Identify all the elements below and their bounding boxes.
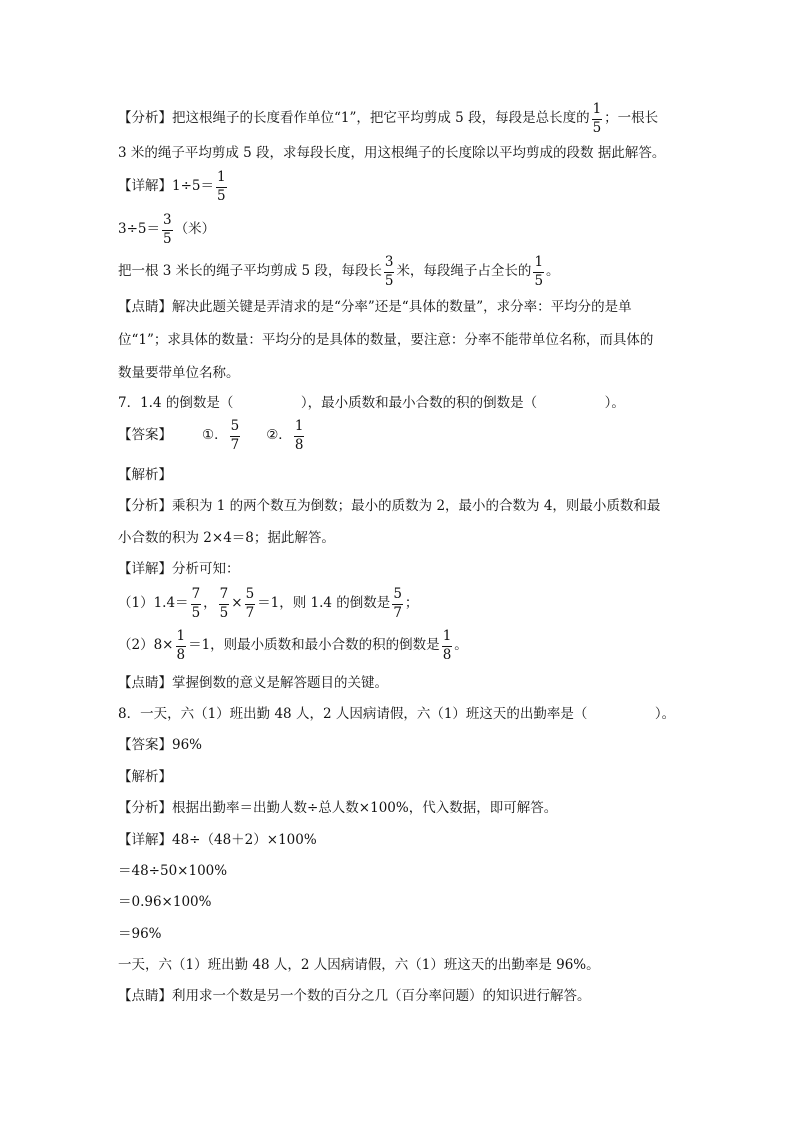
detail-8-step-3: ＝0.96×100% bbox=[118, 894, 212, 910]
question-8: 8．一天，六（1）班出勤 48 人，2 人因病请假，六（1）班这天的出勤率是（ ）。 bbox=[118, 706, 676, 722]
text: ； bbox=[404, 595, 419, 612]
detail-7-step-1 bbox=[118, 588, 688, 620]
text: ＝1，则 1.4 的倒数是 bbox=[257, 595, 391, 612]
denominator: 5 bbox=[217, 187, 226, 204]
text: ＝1，则最小质数和最小合数的积的倒数是 bbox=[188, 637, 440, 654]
numerator: 7 bbox=[191, 586, 201, 602]
fraction-1-8 bbox=[294, 420, 305, 452]
fraction-5-7 bbox=[392, 588, 403, 620]
denominator: 5 bbox=[384, 272, 394, 289]
explanation-label-8: 【解析】 bbox=[118, 769, 172, 785]
denominator: 5 bbox=[592, 119, 602, 136]
numerator: 5 bbox=[245, 586, 255, 602]
numerator: 3 bbox=[384, 254, 394, 270]
fraction-3-5 bbox=[162, 214, 173, 246]
numerator: 1 bbox=[442, 628, 452, 644]
fraction-1-5 bbox=[592, 103, 603, 135]
denominator: 5 bbox=[163, 230, 172, 247]
denominator: 8 bbox=[176, 646, 186, 663]
answer-mark-1: ①． bbox=[202, 427, 228, 444]
key-point-7: 【点睛】掌握倒数的意义是解答题目的关键。 bbox=[118, 675, 388, 691]
text: （1）1.4＝ bbox=[118, 595, 189, 612]
text: × bbox=[231, 595, 243, 612]
text: （2）8× bbox=[118, 637, 174, 654]
detail-line-1 bbox=[118, 171, 688, 203]
numerator: 1 bbox=[592, 101, 602, 117]
key-point-line-1: 【点睛】解决此题关键是弄清求的是“分率”还是“具体的数量”，求分率：平均分的是单 bbox=[118, 299, 632, 315]
answer-7 bbox=[118, 420, 688, 452]
analysis-7-line-2: 小合数的积为 2×4＝8；据此解答。 bbox=[118, 530, 335, 546]
numerator: 5 bbox=[393, 586, 402, 602]
numerator: 7 bbox=[219, 586, 229, 602]
answer-8: 【答案】96% bbox=[118, 737, 203, 753]
numerator: 1 bbox=[294, 418, 304, 434]
detail-7-heading: 【详解】分析可知： bbox=[118, 561, 240, 577]
denominator: 7 bbox=[230, 436, 240, 453]
numerator: 1 bbox=[176, 628, 186, 644]
fraction-7-5 bbox=[219, 588, 230, 620]
answer-mark-2: ②． bbox=[266, 427, 292, 444]
denominator: 5 bbox=[534, 272, 544, 289]
detail-7-step-2 bbox=[118, 630, 688, 662]
key-point-line-3: 数量要带单位名称。 bbox=[118, 365, 240, 381]
fraction-5-7 bbox=[245, 588, 256, 620]
detail-8-step-1: 【详解】48÷（48＋2）×100% bbox=[118, 832, 317, 848]
fraction-3-5 bbox=[384, 256, 395, 288]
text: ， bbox=[203, 595, 217, 612]
denominator: 5 bbox=[191, 604, 201, 621]
key-point-8: 【点睛】利用求一个数是另一个数的百分之几（百分率问题）的知识进行解答。 bbox=[118, 988, 591, 1004]
numerator: 1 bbox=[534, 254, 544, 270]
detail-8-step-4: ＝96% bbox=[118, 926, 162, 942]
detail-8-step-2: ＝48÷50×100% bbox=[118, 863, 228, 879]
fraction-1-8 bbox=[442, 630, 453, 662]
text: 【分析】把这根绳子的长度看作单位“1”，把它平均剪成 5 段，每段是总长度的 bbox=[118, 110, 590, 127]
text: 。 bbox=[454, 637, 468, 654]
text: 3÷5＝ bbox=[118, 221, 160, 238]
denominator: 7 bbox=[245, 604, 255, 621]
text: 【详解】1÷5＝ bbox=[118, 178, 214, 195]
numerator: 3 bbox=[163, 212, 172, 228]
text: 。 bbox=[546, 263, 560, 280]
conclusion-8: 一天，六（1）班出勤 48 人，2 人因病请假，六（1）班这天的出勤率是 96%。 bbox=[118, 957, 600, 973]
analysis-line-1 bbox=[118, 103, 688, 135]
answer-label: 【答案】 bbox=[118, 427, 172, 444]
fraction-5-7 bbox=[230, 420, 241, 452]
analysis-7-line-1: 【分析】乘积为 1 的两个数互为倒数；最小的质数为 2，最小的合数为 4，则最小质数和最 bbox=[118, 498, 661, 514]
detail-line-2 bbox=[118, 214, 688, 246]
denominator: 5 bbox=[219, 604, 229, 621]
fraction-7-5 bbox=[191, 588, 202, 620]
text: 把一根 3 米长的绳子平均剪成 5 段，每段长 bbox=[118, 263, 382, 280]
explanation-label-7: 【解析】 bbox=[118, 467, 172, 483]
fraction-1-8 bbox=[176, 630, 187, 662]
numerator: 1 bbox=[217, 169, 226, 185]
denominator: 8 bbox=[442, 646, 452, 663]
key-point-line-2: 位“1”；求具体的数量：平均分的是具体的数量，要注意：分率不能带单位名称，而具体的 bbox=[118, 332, 654, 348]
denominator: 7 bbox=[393, 604, 402, 621]
text: 米，每段绳子占全长的 bbox=[396, 263, 532, 280]
fraction-1-5 bbox=[216, 171, 227, 203]
numerator: 5 bbox=[230, 418, 240, 434]
text: ；一根长 bbox=[604, 110, 659, 127]
analysis-8: 【分析】根据出勤率＝出勤人数÷总人数×100%，代入数据，即可解答。 bbox=[118, 800, 558, 816]
conclusion-line bbox=[118, 256, 688, 288]
question-7: 7．1.4 的倒数是（ ），最小质数和最小合数的积的倒数是（ ）。 bbox=[118, 395, 625, 411]
analysis-line-2: 3 米的绳子平均剪成 5 段，求每段长度，用这根绳子的长度除以平均剪成的段数 据此解答。 bbox=[118, 145, 666, 161]
text: （米） bbox=[174, 221, 216, 238]
fraction-1-5 bbox=[533, 256, 544, 288]
denominator: 8 bbox=[294, 436, 304, 453]
